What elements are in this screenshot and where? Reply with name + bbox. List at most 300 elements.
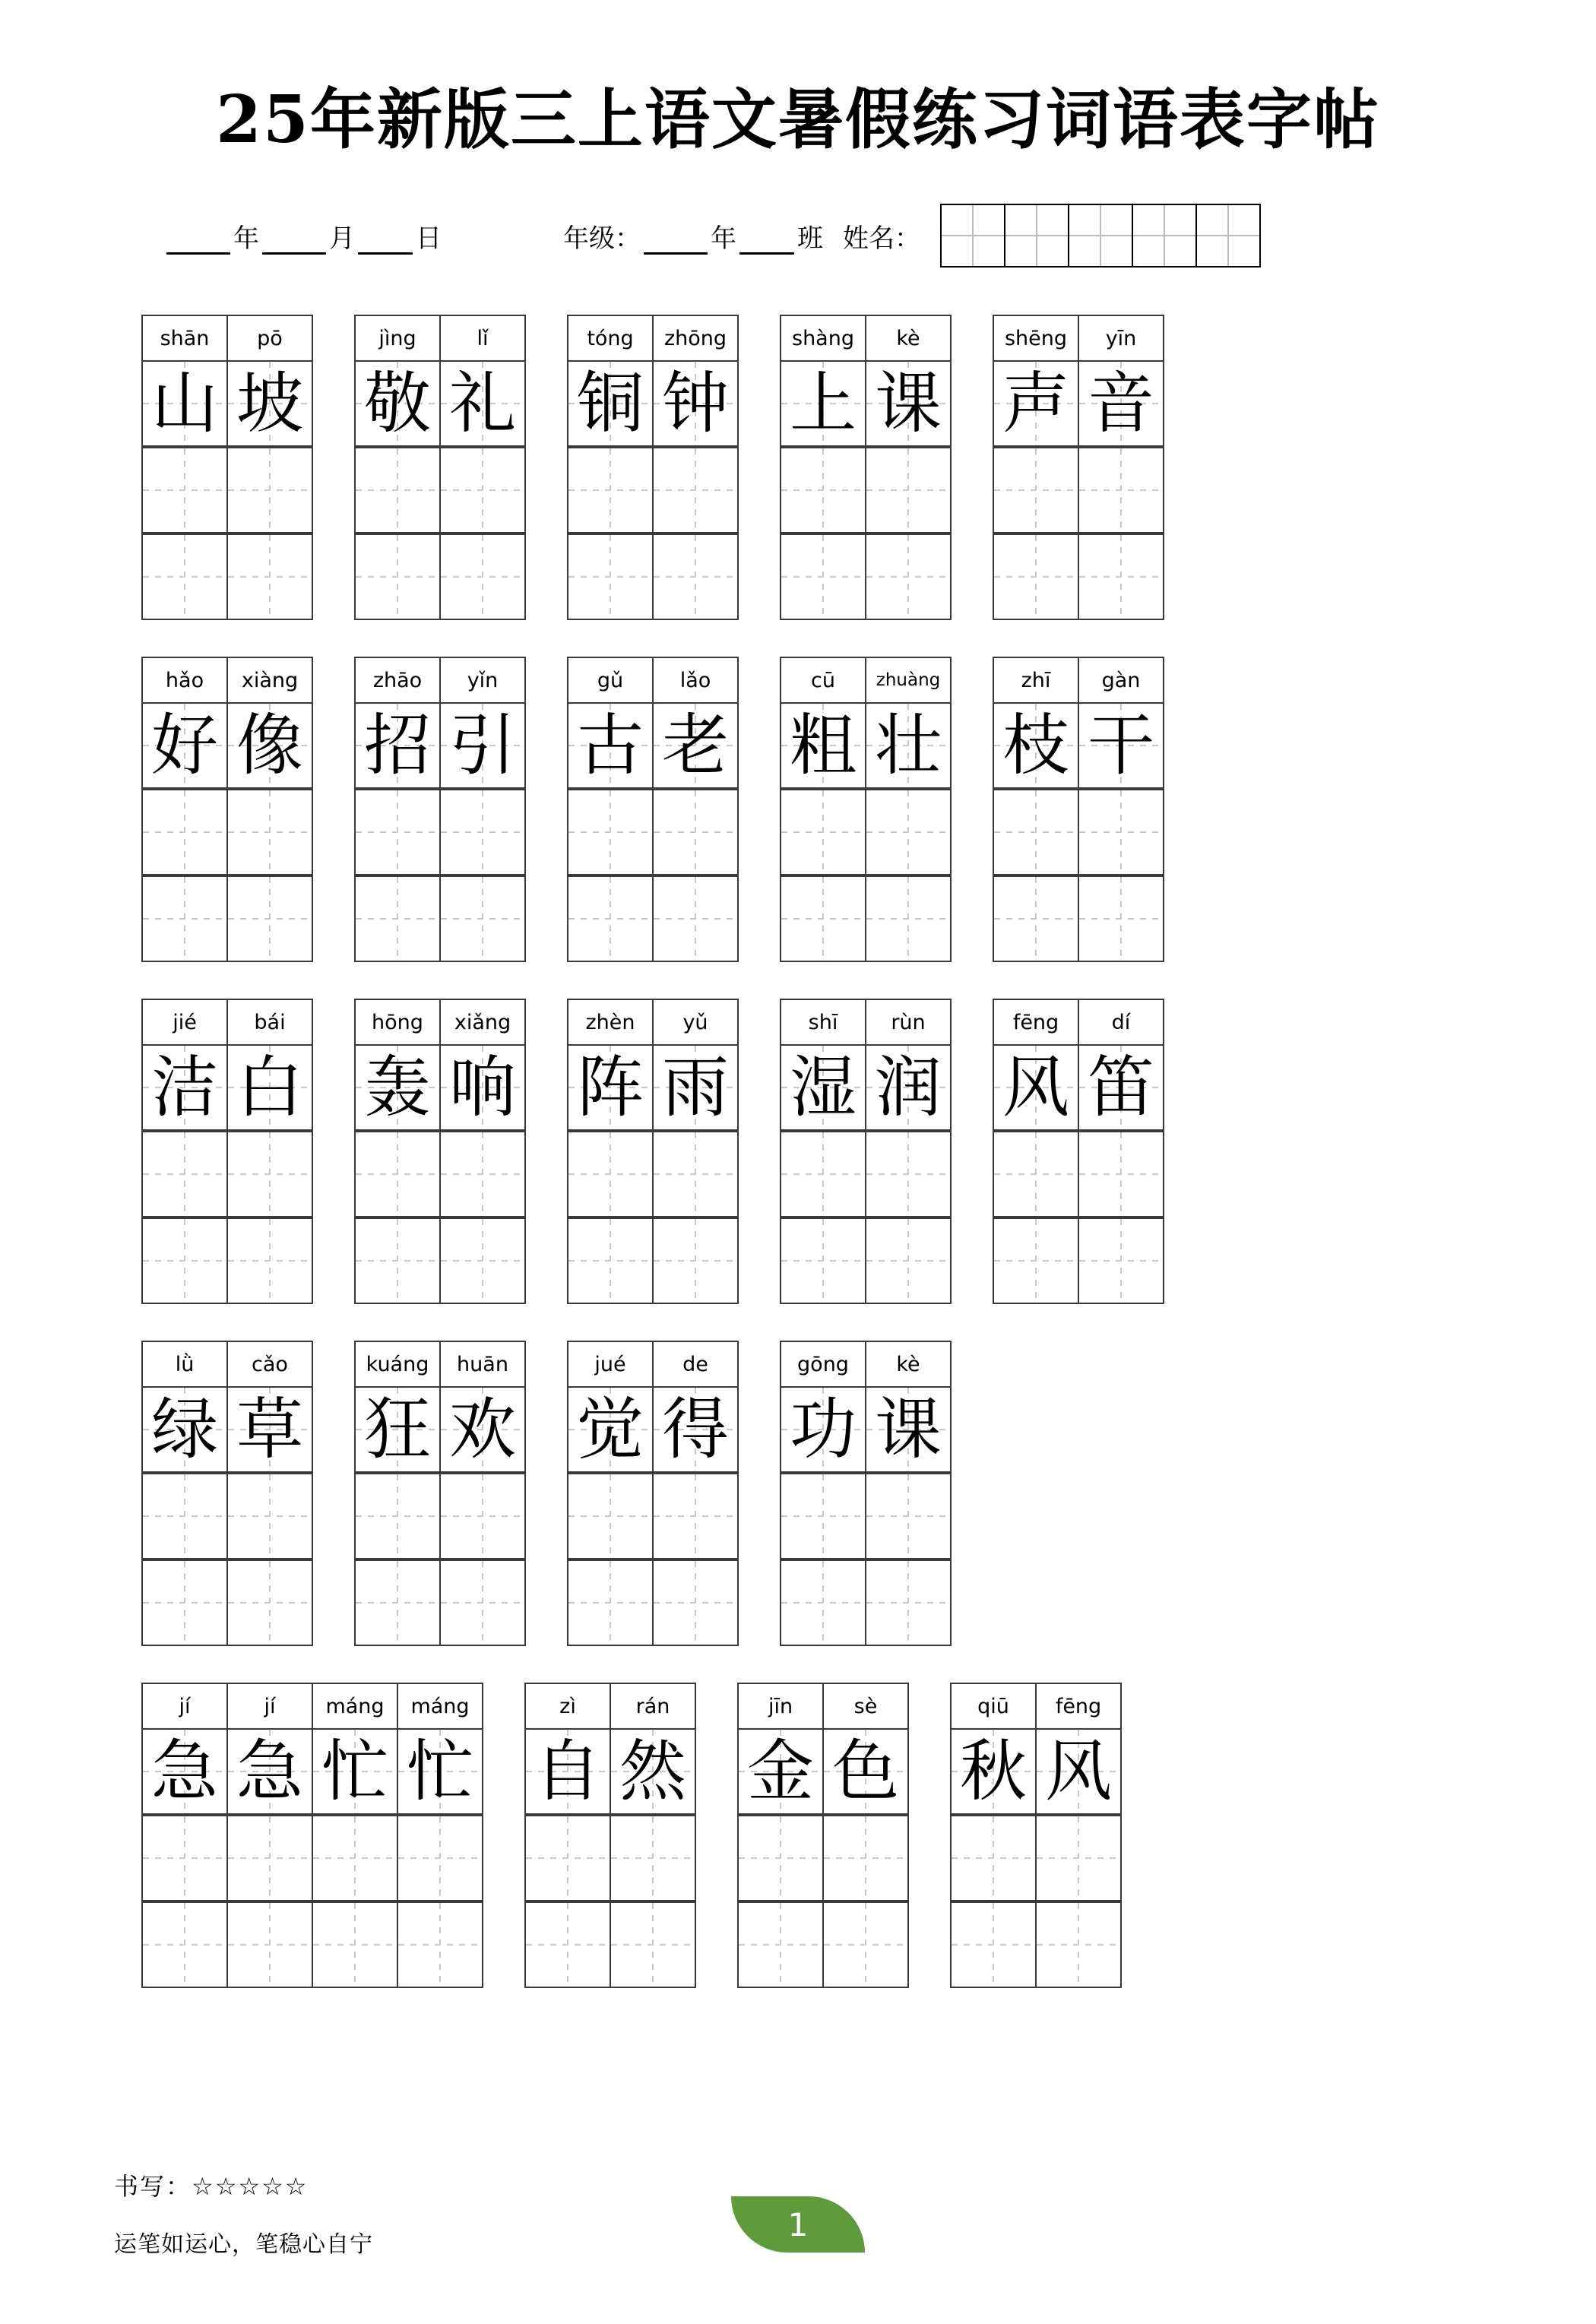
practice-cell[interactable] xyxy=(226,1815,313,1901)
practice-cell[interactable] xyxy=(439,534,526,620)
character-row xyxy=(141,1044,313,1131)
practice-cell[interactable] xyxy=(226,1901,313,1988)
pinyin-cell: sè xyxy=(822,1683,909,1728)
character-glyph: 引 xyxy=(448,706,516,784)
pinyin-cell: zhī xyxy=(993,657,1079,702)
pinyin-cell: shī xyxy=(780,999,866,1044)
word-group xyxy=(354,657,526,962)
date-year-blank[interactable] xyxy=(166,230,230,255)
practice-cell[interactable] xyxy=(652,1131,739,1217)
practice-cell[interactable] xyxy=(865,875,952,962)
practice-row[interactable] xyxy=(354,1473,526,1559)
practice-row[interactable] xyxy=(993,1131,1164,1217)
practice-cell[interactable] xyxy=(865,447,952,534)
worksheet-page xyxy=(0,67,1596,2324)
practice-cell[interactable] xyxy=(780,875,866,962)
practice-cell[interactable] xyxy=(354,1473,441,1559)
character-row xyxy=(567,360,739,447)
practice-row[interactable] xyxy=(737,1901,909,1988)
practice-row[interactable] xyxy=(780,447,952,534)
practice-row[interactable] xyxy=(567,875,739,962)
character-row xyxy=(993,1044,1164,1131)
practice-row[interactable] xyxy=(993,534,1164,620)
character-glyph: 自 xyxy=(534,1732,601,1810)
pinyin-cell: bái xyxy=(226,999,313,1044)
pinyin-row xyxy=(354,315,526,360)
character-glyph: 然 xyxy=(619,1732,686,1810)
date-day-blank[interactable] xyxy=(358,230,413,255)
character-row xyxy=(354,360,526,447)
practice-cell[interactable] xyxy=(354,1131,441,1217)
practice-cell[interactable] xyxy=(567,789,654,875)
pinyin-cell: lǐ xyxy=(439,315,526,360)
pinyin-row xyxy=(780,315,952,360)
date-month-label: 月 xyxy=(329,223,355,254)
practice-cell[interactable] xyxy=(780,1473,866,1559)
character-cell xyxy=(226,1386,313,1473)
word-group xyxy=(567,999,739,1304)
pinyin-row xyxy=(780,657,952,702)
pinyin-cell: rùn xyxy=(865,999,952,1044)
character-cell xyxy=(567,1044,654,1131)
name-box[interactable] xyxy=(940,204,1005,268)
practice-cell[interactable] xyxy=(226,1559,313,1646)
practice-cell[interactable] xyxy=(567,1217,654,1304)
footer-motto: 运笔如运心，笔稳心自宁 xyxy=(114,2231,373,2258)
practice-cell[interactable] xyxy=(993,534,1079,620)
practice-cell[interactable] xyxy=(226,1473,313,1559)
character-cell xyxy=(993,702,1079,789)
character-cell xyxy=(780,1386,866,1473)
character-row xyxy=(141,702,313,789)
practice-cell[interactable] xyxy=(652,1559,739,1646)
word-row xyxy=(141,999,1482,1304)
character-cell xyxy=(141,360,228,447)
practice-cell[interactable] xyxy=(652,875,739,962)
character-glyph: 洁 xyxy=(150,1048,218,1126)
practice-row[interactable] xyxy=(141,534,313,620)
word-row xyxy=(141,1683,1482,1988)
character-cell xyxy=(141,702,228,789)
practice-row[interactable] xyxy=(567,1473,739,1559)
character-cell xyxy=(226,1044,313,1131)
practice-row[interactable] xyxy=(780,1217,952,1304)
pinyin-cell: zhāo xyxy=(354,657,441,702)
word-row xyxy=(141,657,1482,962)
practice-cell[interactable] xyxy=(567,534,654,620)
character-cell xyxy=(610,1728,696,1815)
character-glyph: 坡 xyxy=(236,364,303,442)
pinyin-cell: zhōng xyxy=(652,315,739,360)
character-row xyxy=(737,1728,909,1815)
practice-cell[interactable] xyxy=(141,534,228,620)
word-group xyxy=(993,657,1164,962)
name-box[interactable] xyxy=(1068,204,1133,268)
character-glyph: 草 xyxy=(236,1390,303,1468)
character-glyph: 古 xyxy=(576,706,644,784)
character-row xyxy=(780,1386,952,1473)
practice-cell[interactable] xyxy=(567,1473,654,1559)
practice-row[interactable] xyxy=(141,875,313,962)
practice-cell[interactable] xyxy=(141,1815,228,1901)
practice-row[interactable] xyxy=(141,1559,313,1646)
character-glyph: 金 xyxy=(746,1732,814,1810)
practice-cell[interactable] xyxy=(652,1473,739,1559)
character-glyph: 得 xyxy=(661,1390,729,1468)
practice-cell[interactable] xyxy=(865,534,952,620)
practice-row[interactable] xyxy=(524,1815,696,1901)
practice-cell[interactable] xyxy=(993,875,1079,962)
character-cell xyxy=(354,702,441,789)
pinyin-cell: kè xyxy=(865,1341,952,1386)
character-glyph: 风 xyxy=(1002,1048,1069,1126)
practice-cell[interactable] xyxy=(1078,789,1164,875)
pinyin-cell: kè xyxy=(865,315,952,360)
practice-cell[interactable] xyxy=(354,789,441,875)
practice-cell[interactable] xyxy=(226,789,313,875)
practice-cell[interactable] xyxy=(141,875,228,962)
practice-cell[interactable] xyxy=(652,534,739,620)
practice-cell[interactable] xyxy=(567,1131,654,1217)
grade-label: 年级： xyxy=(563,223,641,254)
practice-cell[interactable] xyxy=(865,1217,952,1304)
practice-cell[interactable] xyxy=(226,534,313,620)
character-row xyxy=(567,702,739,789)
practice-cell[interactable] xyxy=(822,1815,909,1901)
character-glyph: 敬 xyxy=(363,364,431,442)
practice-row[interactable] xyxy=(950,1901,1122,1988)
practice-cell[interactable] xyxy=(141,1217,228,1304)
date-month-blank[interactable] xyxy=(262,230,326,255)
practice-row[interactable] xyxy=(141,789,313,875)
character-cell xyxy=(567,702,654,789)
practice-row[interactable] xyxy=(354,534,526,620)
practice-cell[interactable] xyxy=(780,789,866,875)
page-number-badge xyxy=(0,2196,1596,2253)
practice-cell[interactable] xyxy=(439,447,526,534)
character-cell xyxy=(354,360,441,447)
practice-row[interactable] xyxy=(780,789,952,875)
practice-row[interactable] xyxy=(737,1815,909,1901)
character-glyph: 阵 xyxy=(576,1048,644,1126)
practice-cell[interactable] xyxy=(397,1901,483,1988)
practice-cell[interactable] xyxy=(1078,1217,1164,1304)
character-glyph: 急 xyxy=(150,1732,218,1810)
character-cell xyxy=(439,1044,526,1131)
practice-cell[interactable] xyxy=(993,447,1079,534)
character-glyph: 绿 xyxy=(150,1390,218,1468)
practice-row[interactable] xyxy=(993,1217,1164,1304)
pinyin-cell: lǜ xyxy=(141,1341,228,1386)
practice-cell[interactable] xyxy=(226,1131,313,1217)
practice-cell[interactable] xyxy=(354,534,441,620)
practice-row[interactable] xyxy=(354,1559,526,1646)
practice-cell[interactable] xyxy=(524,1901,611,1988)
character-cell xyxy=(865,702,952,789)
practice-cell[interactable] xyxy=(993,1131,1079,1217)
character-glyph: 风 xyxy=(1044,1732,1112,1810)
character-glyph: 钟 xyxy=(661,364,729,442)
character-row xyxy=(354,702,526,789)
word-group xyxy=(780,657,952,962)
character-glyph: 忙 xyxy=(321,1732,388,1810)
practice-cell[interactable] xyxy=(950,1901,1037,1988)
pinyin-row xyxy=(950,1683,1122,1728)
character-glyph: 色 xyxy=(831,1732,899,1810)
practice-cell[interactable] xyxy=(439,1217,526,1304)
character-glyph: 老 xyxy=(661,706,729,784)
practice-row[interactable] xyxy=(567,447,739,534)
date-field[interactable] xyxy=(163,217,442,255)
practice-cell[interactable] xyxy=(950,1815,1037,1901)
pinyin-cell: qiū xyxy=(950,1683,1037,1728)
practice-row[interactable] xyxy=(567,1131,739,1217)
practice-cell[interactable] xyxy=(226,447,313,534)
practice-row[interactable] xyxy=(567,1217,739,1304)
practice-cell[interactable] xyxy=(226,875,313,962)
character-glyph: 枝 xyxy=(1002,706,1069,784)
practice-cell[interactable] xyxy=(141,789,228,875)
practice-cell[interactable] xyxy=(567,447,654,534)
practice-cell[interactable] xyxy=(354,1217,441,1304)
practice-row[interactable] xyxy=(354,1217,526,1304)
character-row xyxy=(354,1386,526,1473)
character-glyph: 山 xyxy=(150,364,218,442)
character-cell xyxy=(652,1386,739,1473)
pinyin-cell: zì xyxy=(524,1683,611,1728)
character-cell xyxy=(439,360,526,447)
practice-row[interactable] xyxy=(354,447,526,534)
practice-cell[interactable] xyxy=(439,1473,526,1559)
character-glyph: 觉 xyxy=(576,1390,644,1468)
practice-row[interactable] xyxy=(141,447,313,534)
practice-cell[interactable] xyxy=(780,1559,866,1646)
character-row xyxy=(993,360,1164,447)
practice-cell[interactable] xyxy=(312,1815,398,1901)
practice-cell[interactable] xyxy=(780,534,866,620)
practice-row[interactable] xyxy=(141,1131,313,1217)
pinyin-cell: gǔ xyxy=(567,657,654,702)
pinyin-cell: tóng xyxy=(567,315,654,360)
word-group xyxy=(567,657,739,962)
character-cell xyxy=(993,1044,1079,1131)
practice-cell[interactable] xyxy=(141,1131,228,1217)
character-cell xyxy=(226,360,313,447)
character-glyph: 狂 xyxy=(363,1390,431,1468)
pinyin-row xyxy=(141,999,313,1044)
practice-row[interactable] xyxy=(524,1901,696,1988)
practice-row[interactable] xyxy=(567,534,739,620)
word-group xyxy=(524,1683,696,1988)
practice-cell[interactable] xyxy=(865,1473,952,1559)
grade-field[interactable] xyxy=(563,217,920,255)
practice-cell[interactable] xyxy=(1035,1901,1122,1988)
practice-cell[interactable] xyxy=(865,1559,952,1646)
practice-cell[interactable] xyxy=(226,1217,313,1304)
character-row xyxy=(524,1728,696,1815)
practice-row[interactable] xyxy=(993,789,1164,875)
character-glyph: 粗 xyxy=(789,706,857,784)
practice-cell[interactable] xyxy=(1078,875,1164,962)
practice-cell[interactable] xyxy=(354,447,441,534)
character-glyph: 响 xyxy=(448,1048,516,1126)
practice-row[interactable] xyxy=(141,1217,313,1304)
practice-row[interactable] xyxy=(950,1815,1122,1901)
character-glyph: 轰 xyxy=(363,1048,431,1126)
pinyin-cell: máng xyxy=(397,1683,483,1728)
character-glyph: 音 xyxy=(1087,364,1154,442)
practice-cell[interactable] xyxy=(439,1131,526,1217)
pinyin-cell: cū xyxy=(780,657,866,702)
character-glyph: 招 xyxy=(363,706,431,784)
pinyin-row xyxy=(141,1341,313,1386)
character-cell xyxy=(1078,1044,1164,1131)
practice-cell[interactable] xyxy=(439,875,526,962)
practice-cell[interactable] xyxy=(312,1901,398,1988)
character-cell xyxy=(354,1044,441,1131)
practice-cell[interactable] xyxy=(822,1901,909,1988)
practice-cell[interactable] xyxy=(354,875,441,962)
practice-row[interactable] xyxy=(567,1559,739,1646)
practice-cell[interactable] xyxy=(524,1815,611,1901)
practice-row[interactable] xyxy=(141,1901,483,1988)
pinyin-cell: hǎo xyxy=(141,657,228,702)
character-cell xyxy=(780,360,866,447)
character-row xyxy=(567,1386,739,1473)
page-number: 1 xyxy=(787,2205,809,2243)
practice-cell[interactable] xyxy=(141,447,228,534)
name-box[interactable] xyxy=(1132,204,1197,268)
practice-cell[interactable] xyxy=(141,1901,228,1988)
practice-row[interactable] xyxy=(780,875,952,962)
character-glyph: 干 xyxy=(1087,706,1154,784)
character-row xyxy=(354,1044,526,1131)
practice-row[interactable] xyxy=(993,875,1164,962)
pinyin-row xyxy=(993,315,1164,360)
pinyin-cell: cǎo xyxy=(226,1341,313,1386)
pinyin-row xyxy=(567,999,739,1044)
pinyin-row xyxy=(567,315,739,360)
date-day-label: 日 xyxy=(416,223,442,254)
word-group xyxy=(780,1341,952,1646)
character-cell xyxy=(226,702,313,789)
pinyin-cell: shān xyxy=(141,315,228,360)
star-rating[interactable]: ☆☆☆☆☆ xyxy=(192,2172,309,2201)
character-row xyxy=(780,1044,952,1131)
practice-cell[interactable] xyxy=(780,1131,866,1217)
name-box[interactable] xyxy=(1195,204,1261,268)
character-cell xyxy=(354,1386,441,1473)
pinyin-cell: gōng xyxy=(780,1341,866,1386)
practice-cell[interactable] xyxy=(610,1901,696,1988)
pinyin-row xyxy=(141,315,313,360)
name-box[interactable] xyxy=(1004,204,1069,268)
character-glyph: 欢 xyxy=(448,1390,516,1468)
practice-row[interactable] xyxy=(780,1559,952,1646)
practice-cell[interactable] xyxy=(567,875,654,962)
word-group xyxy=(354,1341,526,1646)
pinyin-row xyxy=(354,1341,526,1386)
character-cell xyxy=(312,1728,398,1815)
class-label: 班 xyxy=(797,223,823,254)
pinyin-cell: zhuàng xyxy=(865,657,952,702)
practice-cell[interactable] xyxy=(610,1815,696,1901)
character-cell xyxy=(226,1728,313,1815)
practice-cell[interactable] xyxy=(652,1217,739,1304)
practice-row[interactable] xyxy=(141,1815,483,1901)
name-label: 姓名： xyxy=(843,223,920,254)
pinyin-cell: jīn xyxy=(737,1683,824,1728)
practice-cell[interactable] xyxy=(652,789,739,875)
leaf-shape xyxy=(731,2196,865,2253)
practice-cell[interactable] xyxy=(439,1559,526,1646)
practice-cell[interactable] xyxy=(439,789,526,875)
practice-cell[interactable] xyxy=(397,1815,483,1901)
practice-row[interactable] xyxy=(780,1473,952,1559)
word-group xyxy=(141,315,313,620)
character-cell xyxy=(652,360,739,447)
character-row xyxy=(993,702,1164,789)
practice-row[interactable] xyxy=(354,875,526,962)
word-group xyxy=(354,315,526,620)
practice-row[interactable] xyxy=(780,1131,952,1217)
practice-cell[interactable] xyxy=(993,1217,1079,1304)
practice-cell[interactable] xyxy=(737,1901,824,1988)
practice-row[interactable] xyxy=(141,1473,313,1559)
character-glyph: 湿 xyxy=(789,1048,857,1126)
pinyin-row xyxy=(780,1341,952,1386)
practice-cell[interactable] xyxy=(865,789,952,875)
practice-cell[interactable] xyxy=(1078,534,1164,620)
practice-cell[interactable] xyxy=(141,1559,228,1646)
practice-cell[interactable] xyxy=(141,1473,228,1559)
name-input-boxes[interactable] xyxy=(942,204,1261,268)
practice-cell[interactable] xyxy=(737,1815,824,1901)
grade-blank[interactable] xyxy=(644,230,708,255)
character-glyph: 功 xyxy=(789,1390,857,1468)
practice-row[interactable] xyxy=(354,789,526,875)
practice-cell[interactable] xyxy=(1035,1815,1122,1901)
practice-cell[interactable] xyxy=(354,1559,441,1646)
practice-row[interactable] xyxy=(993,447,1164,534)
pinyin-cell: máng xyxy=(312,1683,398,1728)
pinyin-row xyxy=(780,999,952,1044)
practice-cell[interactable] xyxy=(865,1131,952,1217)
practice-cell[interactable] xyxy=(1078,1131,1164,1217)
character-cell xyxy=(1035,1728,1122,1815)
pinyin-cell: shēng xyxy=(993,315,1079,360)
practice-row[interactable] xyxy=(780,534,952,620)
practice-cell[interactable] xyxy=(567,1559,654,1646)
practice-cell[interactable] xyxy=(652,447,739,534)
character-glyph: 急 xyxy=(236,1732,303,1810)
practice-cell[interactable] xyxy=(1078,447,1164,534)
pinyin-row xyxy=(567,657,739,702)
grade-year-label: 年 xyxy=(711,223,736,254)
character-glyph: 忙 xyxy=(406,1732,473,1810)
word-row xyxy=(141,1341,1482,1646)
character-glyph: 铜 xyxy=(576,364,644,442)
class-blank[interactable] xyxy=(739,230,794,255)
word-group xyxy=(141,657,313,962)
practice-cell[interactable] xyxy=(780,447,866,534)
practice-cell[interactable] xyxy=(780,1217,866,1304)
practice-row[interactable] xyxy=(567,789,739,875)
practice-row[interactable] xyxy=(354,1131,526,1217)
practice-cell[interactable] xyxy=(993,789,1079,875)
character-row xyxy=(141,1728,483,1815)
character-cell xyxy=(439,702,526,789)
